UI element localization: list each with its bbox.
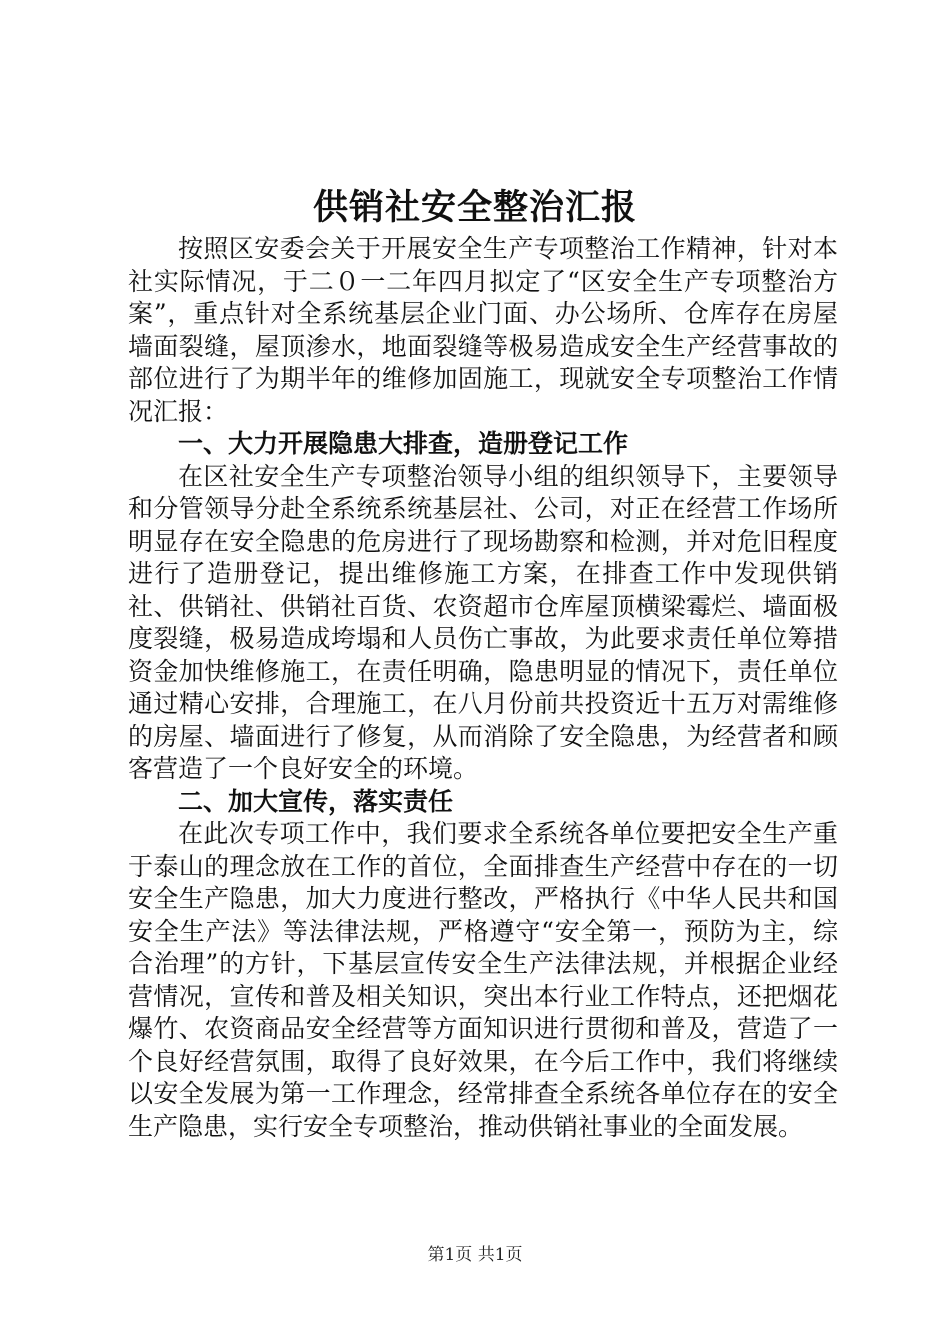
section-body-2: 在此次专项工作中，我们要求全系统各单位要把安全生产重于泰山的理念放在工作的首位，全面排查生产经营中存在的一切安全生产隐患，加大力度进行整改，严格执行《中华人民共和国安全生产法》等法律法规，严格遵守“安全第一，预防为主，综合治理”的方针，下基层宣传安全生产法律法规，并根据企业经营情况，宣传和普及相关知识，突出本行业工作特点，还把烟花爆竹、农资商品安全经营等方面知识进行贯彻和普及，营造了一个良好经营氛围，取得了良好效果，在今后工作中，我们将继续以安全发展为第一工作理念，经常排查全系统各单位存在的安全生产隐患，实行安全专项整治，推动供销社事业的全面发展。 xyxy=(128,819,838,1141)
section-heading-1: 一、大力开展隐患大排查，造册登记工作 xyxy=(178,429,629,458)
document-body xyxy=(128,233,838,1143)
section-heading-2: 二、加大宣传，落实责任 xyxy=(178,786,454,816)
intro-paragraph: 按照区安委会关于开展安全生产专项整治工作精神，针对本社实际情况，于二０一二年四月拟定了“区安全生产专项整治方案”，重点针对全系统基层企业门面、办公场所、仓库存在房屋墙面裂缝，屋顶渗水，地面裂缝等极易造成安全生产经营事故的部位进行了为期半年的维修加固施工，现就安全专项整治工作情况汇报： xyxy=(128,234,838,426)
section-body-1: 在区社安全生产专项整治领导小组的组织领导下，主要领导和分管领导分赴全系统系统基层社、公司，对正在经营工作场所明显存在安全隐患的危房进行了现场勘察和检测，并对危旧程度进行了造册登记，提出维修施工方案，在排查工作中发现供销社、供销社、供销社百货、农资超市仓库屋顶横梁霉烂、墙面极度裂缝，极易造成垮塌和人员伤亡事故，为此要求责任单位筹措资金加快维修施工，在责任明确，隐患明显的情况下，责任单位通过精心安排，合理施工，在八月份前共投资近十五万对需维修的房屋、墙面进行了修复，从而消除了安全隐患，为经营者和顾客营造了一个良好安全的环境。 xyxy=(128,461,838,783)
document-title: 供销社安全整治汇报 xyxy=(312,187,637,228)
page-footer: 第1页 共1页 xyxy=(427,1245,523,1265)
